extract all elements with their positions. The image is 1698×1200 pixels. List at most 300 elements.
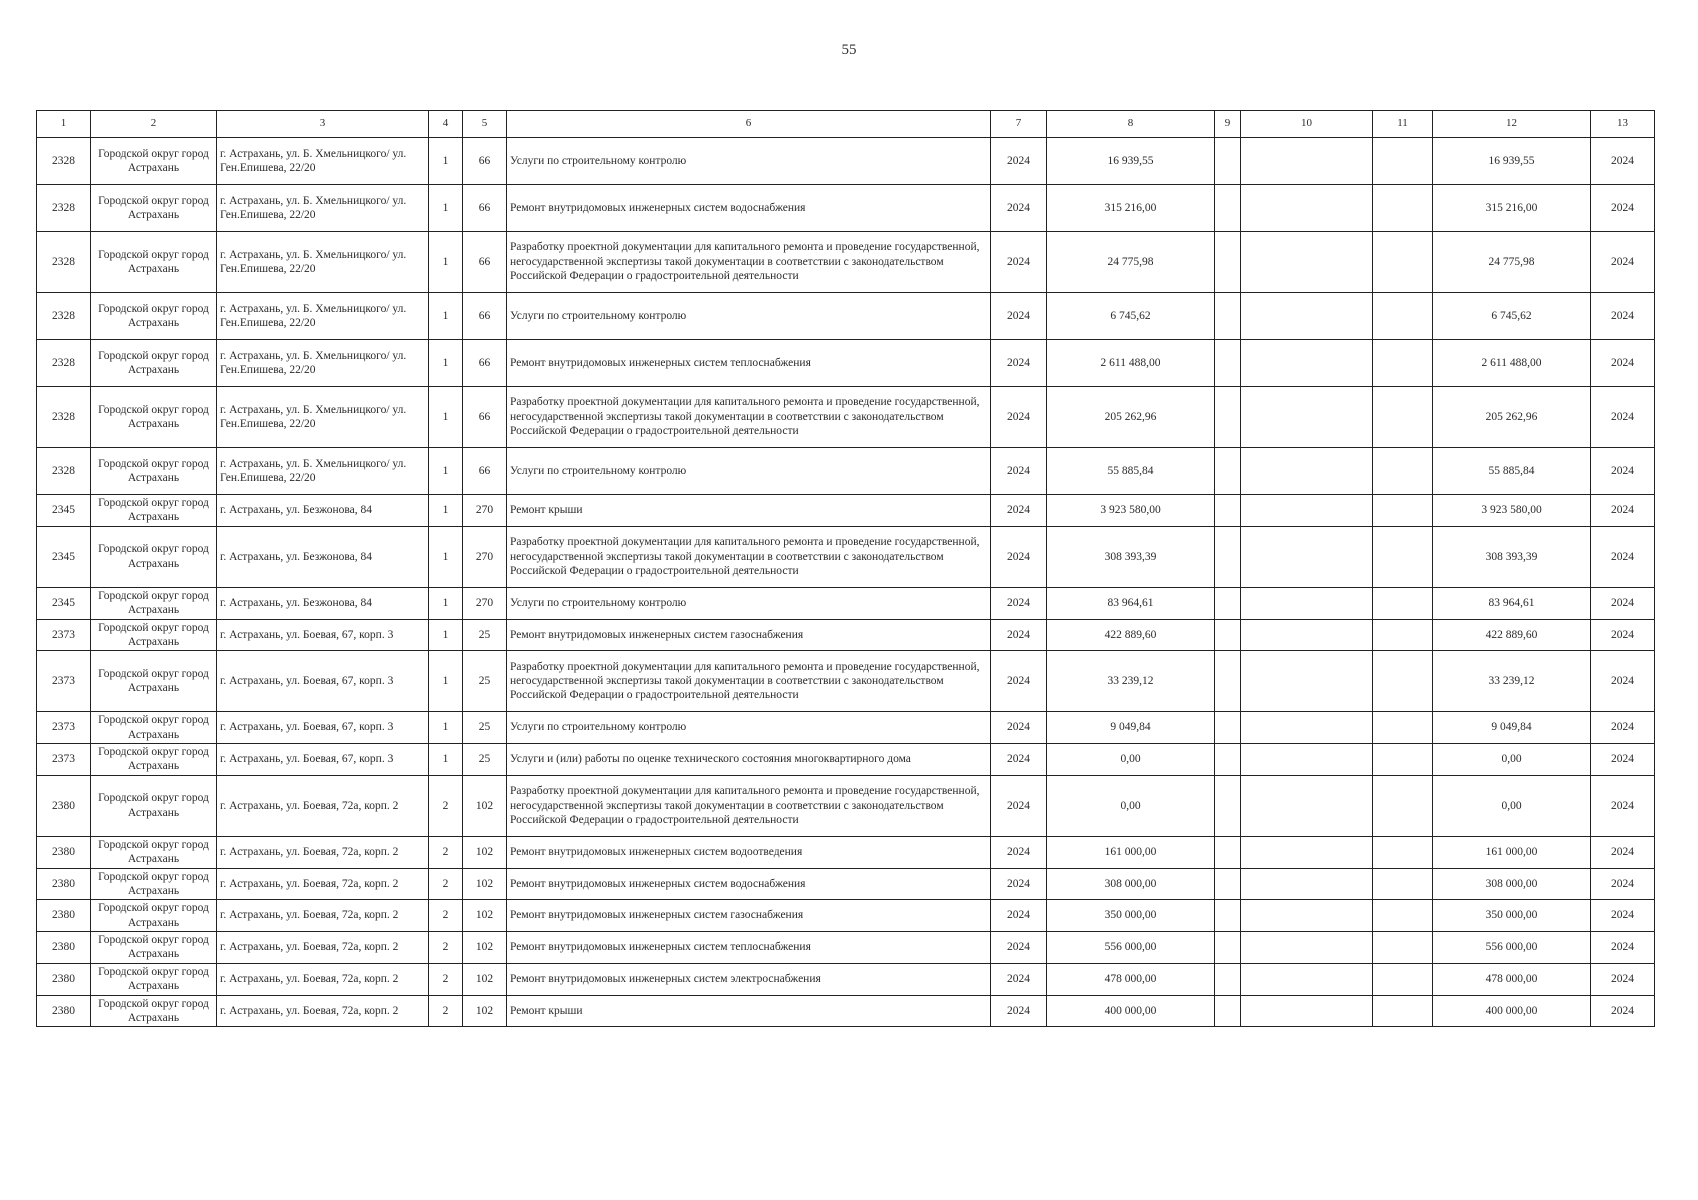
cell-municipality: Городской округ город Астрахань [91, 619, 217, 651]
cell-work-type: Ремонт внутридомовых инженерных систем теплоснабжения [507, 932, 991, 964]
cell-row-id: 2373 [37, 744, 91, 776]
cell-year: 2024 [991, 619, 1047, 651]
table-row [37, 900, 1655, 932]
table-row [37, 185, 1655, 232]
table-row [37, 619, 1655, 651]
table-row [37, 932, 1655, 964]
cell-work-type: Услуги и (или) работы по оценке технического состояния многоквартирного дома [507, 744, 991, 776]
cell-year: 2024 [991, 932, 1047, 964]
cell-address: г. Астрахань, ул. Боевая, 67, корп. 3 [217, 712, 429, 744]
cell-municipality: Городской округ город Астрахань [91, 868, 217, 900]
cell-col-11 [1373, 932, 1433, 964]
cell-col-11 [1373, 900, 1433, 932]
column-header-10: 10 [1241, 111, 1373, 138]
cell-col-11 [1373, 495, 1433, 527]
cell-col-5: 66 [463, 340, 507, 387]
cell-row-id: 2328 [37, 185, 91, 232]
cell-row-id: 2380 [37, 836, 91, 868]
cell-cost-total: 422 889,60 [1047, 619, 1215, 651]
cell-col-9 [1215, 932, 1241, 964]
cell-cost-funding: 422 889,60 [1433, 619, 1591, 651]
cell-municipality: Городской округ город Астрахань [91, 836, 217, 868]
cell-cost-funding: 83 964,61 [1433, 587, 1591, 619]
cell-col-11 [1373, 775, 1433, 836]
cell-year: 2024 [991, 868, 1047, 900]
table-row [37, 293, 1655, 340]
cell-row-id: 2328 [37, 448, 91, 495]
cell-address: г. Астрахань, ул. Боевая, 72а, корп. 2 [217, 995, 429, 1027]
cell-year-end: 2024 [1591, 744, 1655, 776]
cell-work-type: Ремонт крыши [507, 495, 991, 527]
cell-row-id: 2373 [37, 712, 91, 744]
cell-col-10 [1241, 868, 1373, 900]
cell-row-id: 2373 [37, 619, 91, 651]
cell-municipality: Городской округ город Астрахань [91, 712, 217, 744]
cell-year-end: 2024 [1591, 651, 1655, 712]
table-row [37, 526, 1655, 587]
cell-col-10 [1241, 932, 1373, 964]
cell-year: 2024 [991, 185, 1047, 232]
cell-cost-funding: 478 000,00 [1433, 963, 1591, 995]
cell-row-id: 2380 [37, 963, 91, 995]
cell-row-id: 2345 [37, 526, 91, 587]
cell-year-end: 2024 [1591, 900, 1655, 932]
cell-address: г. Астрахань, ул. Боевая, 72а, корп. 2 [217, 900, 429, 932]
cell-col-4: 1 [429, 448, 463, 495]
cell-col-4: 1 [429, 387, 463, 448]
cell-work-type: Ремонт внутридомовых инженерных систем газоснабжения [507, 900, 991, 932]
cell-col-10 [1241, 900, 1373, 932]
cell-col-4: 2 [429, 963, 463, 995]
cell-col-11 [1373, 995, 1433, 1027]
cell-address: г. Астрахань, ул. Б. Хмельницкого/ ул. Ген.Епишева, 22/20 [217, 340, 429, 387]
cell-col-4: 1 [429, 587, 463, 619]
cell-year: 2024 [991, 387, 1047, 448]
cell-year-end: 2024 [1591, 932, 1655, 964]
cell-col-10 [1241, 138, 1373, 185]
table-row [37, 868, 1655, 900]
cell-cost-total: 556 000,00 [1047, 932, 1215, 964]
cell-cost-total: 478 000,00 [1047, 963, 1215, 995]
cell-col-5: 25 [463, 619, 507, 651]
cell-year-end: 2024 [1591, 995, 1655, 1027]
cell-cost-total: 350 000,00 [1047, 900, 1215, 932]
table-body [37, 138, 1655, 1027]
cell-cost-funding: 9 049,84 [1433, 712, 1591, 744]
table-row [37, 138, 1655, 185]
cell-year-end: 2024 [1591, 963, 1655, 995]
cell-cost-funding: 161 000,00 [1433, 836, 1591, 868]
cell-work-type: Ремонт крыши [507, 995, 991, 1027]
cell-year-end: 2024 [1591, 495, 1655, 527]
cell-col-9 [1215, 587, 1241, 619]
cell-year-end: 2024 [1591, 775, 1655, 836]
cell-address: г. Астрахань, ул. Боевая, 72а, корп. 2 [217, 963, 429, 995]
cell-row-id: 2328 [37, 293, 91, 340]
cell-col-10 [1241, 651, 1373, 712]
cell-col-5: 66 [463, 232, 507, 293]
cell-cost-total: 0,00 [1047, 775, 1215, 836]
cell-col-5: 102 [463, 963, 507, 995]
cell-work-type: Разработку проектной документации для капитального ремонта и проведение государственной, негосударственной экспертизы такой документации в соответствии с законодательством Российской Федерации о градостроительной деятельности [507, 526, 991, 587]
cell-col-10 [1241, 836, 1373, 868]
cell-work-type: Ремонт внутридомовых инженерных систем газоснабжения [507, 619, 991, 651]
cell-address: г. Астрахань, ул. Б. Хмельницкого/ ул. Ген.Епишева, 22/20 [217, 232, 429, 293]
cell-col-5: 102 [463, 836, 507, 868]
cell-work-type: Услуги по строительному контролю [507, 448, 991, 495]
cell-col-4: 2 [429, 900, 463, 932]
cell-municipality: Городской округ город Астрахань [91, 340, 217, 387]
cell-col-11 [1373, 387, 1433, 448]
cell-cost-total: 33 239,12 [1047, 651, 1215, 712]
cell-col-10 [1241, 340, 1373, 387]
cell-cost-funding: 315 216,00 [1433, 185, 1591, 232]
cell-col-10 [1241, 775, 1373, 836]
cell-col-11 [1373, 232, 1433, 293]
cell-municipality: Городской округ город Астрахань [91, 587, 217, 619]
cell-col-4: 1 [429, 744, 463, 776]
cell-col-11 [1373, 138, 1433, 185]
cell-cost-total: 308 393,39 [1047, 526, 1215, 587]
cell-cost-funding: 6 745,62 [1433, 293, 1591, 340]
cell-row-id: 2373 [37, 651, 91, 712]
cell-work-type: Разработку проектной документации для капитального ремонта и проведение государственной, негосударственной экспертизы такой документации в соответствии с законодательством Российской Федерации о градостроительной деятельности [507, 651, 991, 712]
cell-municipality: Городской округ город Астрахань [91, 995, 217, 1027]
cell-col-10 [1241, 448, 1373, 495]
cell-work-type: Ремонт внутридомовых инженерных систем теплоснабжения [507, 340, 991, 387]
cell-work-type: Ремонт внутридомовых инженерных систем электроснабжения [507, 963, 991, 995]
cell-municipality: Городской округ город Астрахань [91, 526, 217, 587]
cell-col-5: 66 [463, 138, 507, 185]
cell-year-end: 2024 [1591, 712, 1655, 744]
cell-col-11 [1373, 963, 1433, 995]
cell-cost-total: 24 775,98 [1047, 232, 1215, 293]
cell-cost-total: 315 216,00 [1047, 185, 1215, 232]
cell-col-9 [1215, 495, 1241, 527]
table-row [37, 836, 1655, 868]
cell-col-9 [1215, 448, 1241, 495]
table-row [37, 712, 1655, 744]
cell-col-10 [1241, 387, 1373, 448]
cell-col-5: 66 [463, 448, 507, 495]
table-row [37, 340, 1655, 387]
cell-municipality: Городской округ город Астрахань [91, 293, 217, 340]
cell-col-10 [1241, 495, 1373, 527]
cell-col-9 [1215, 900, 1241, 932]
cell-col-4: 2 [429, 932, 463, 964]
cell-row-id: 2380 [37, 932, 91, 964]
cell-address: г. Астрахань, ул. Б. Хмельницкого/ ул. Ген.Епишева, 22/20 [217, 387, 429, 448]
cell-cost-funding: 16 939,55 [1433, 138, 1591, 185]
cell-row-id: 2380 [37, 775, 91, 836]
cell-col-4: 1 [429, 293, 463, 340]
cell-year-end: 2024 [1591, 587, 1655, 619]
cell-cost-total: 205 262,96 [1047, 387, 1215, 448]
cell-year: 2024 [991, 836, 1047, 868]
table-row [37, 651, 1655, 712]
cell-cost-funding: 400 000,00 [1433, 995, 1591, 1027]
cell-col-4: 1 [429, 495, 463, 527]
cell-municipality: Городской округ город Астрахань [91, 387, 217, 448]
cell-year: 2024 [991, 526, 1047, 587]
table-row [37, 963, 1655, 995]
cell-work-type: Разработку проектной документации для капитального ремонта и проведение государственной, негосударственной экспертизы такой документации в соответствии с законодательством Российской Федерации о градостроительной деятельности [507, 387, 991, 448]
cell-cost-funding: 0,00 [1433, 744, 1591, 776]
cell-col-10 [1241, 185, 1373, 232]
column-header-7: 7 [991, 111, 1047, 138]
cell-year-end: 2024 [1591, 138, 1655, 185]
column-header-12: 12 [1433, 111, 1591, 138]
cell-col-5: 66 [463, 185, 507, 232]
cell-address: г. Астрахань, ул. Боевая, 72а, корп. 2 [217, 932, 429, 964]
cell-row-id: 2380 [37, 868, 91, 900]
cell-year: 2024 [991, 448, 1047, 495]
cell-address: г. Астрахань, ул. Боевая, 67, корп. 3 [217, 651, 429, 712]
cell-address: г. Астрахань, ул. Б. Хмельницкого/ ул. Ген.Епишева, 22/20 [217, 138, 429, 185]
cell-col-9 [1215, 744, 1241, 776]
cell-col-11 [1373, 340, 1433, 387]
cell-year-end: 2024 [1591, 868, 1655, 900]
cell-col-9 [1215, 387, 1241, 448]
cell-col-10 [1241, 619, 1373, 651]
capital-repair-table [36, 110, 1655, 1027]
cell-municipality: Городской округ город Астрахань [91, 932, 217, 964]
column-header-2: 2 [91, 111, 217, 138]
cell-year: 2024 [991, 138, 1047, 185]
cell-col-9 [1215, 619, 1241, 651]
cell-address: г. Астрахань, ул. Безжонова, 84 [217, 526, 429, 587]
cell-work-type: Услуги по строительному контролю [507, 587, 991, 619]
column-header-4: 4 [429, 111, 463, 138]
column-header-5: 5 [463, 111, 507, 138]
cell-col-9 [1215, 836, 1241, 868]
cell-col-5: 66 [463, 387, 507, 448]
cell-year: 2024 [991, 651, 1047, 712]
column-header-13: 13 [1591, 111, 1655, 138]
cell-col-4: 1 [429, 651, 463, 712]
cell-municipality: Городской округ город Астрахань [91, 138, 217, 185]
cell-col-9 [1215, 232, 1241, 293]
cell-col-5: 25 [463, 651, 507, 712]
cell-year-end: 2024 [1591, 185, 1655, 232]
cell-address: г. Астрахань, ул. Безжонова, 84 [217, 587, 429, 619]
cell-col-5: 102 [463, 775, 507, 836]
cell-year-end: 2024 [1591, 836, 1655, 868]
cell-cost-funding: 55 885,84 [1433, 448, 1591, 495]
column-header-6: 6 [507, 111, 991, 138]
cell-year: 2024 [991, 900, 1047, 932]
column-header-8: 8 [1047, 111, 1215, 138]
cell-col-9 [1215, 340, 1241, 387]
cell-col-11 [1373, 712, 1433, 744]
cell-col-9 [1215, 775, 1241, 836]
cell-col-5: 66 [463, 293, 507, 340]
cell-municipality: Городской округ город Астрахань [91, 651, 217, 712]
cell-cost-funding: 24 775,98 [1433, 232, 1591, 293]
cell-col-4: 1 [429, 619, 463, 651]
cell-row-id: 2328 [37, 387, 91, 448]
cell-col-9 [1215, 526, 1241, 587]
cell-year: 2024 [991, 232, 1047, 293]
cell-col-9 [1215, 995, 1241, 1027]
cell-col-5: 102 [463, 932, 507, 964]
cell-col-4: 1 [429, 712, 463, 744]
cell-col-11 [1373, 448, 1433, 495]
cell-col-10 [1241, 526, 1373, 587]
cell-col-5: 25 [463, 744, 507, 776]
cell-year-end: 2024 [1591, 232, 1655, 293]
cell-col-11 [1373, 293, 1433, 340]
cell-row-id: 2328 [37, 232, 91, 293]
cell-address: г. Астрахань, ул. Б. Хмельницкого/ ул. Ген.Епишева, 22/20 [217, 185, 429, 232]
cell-col-10 [1241, 995, 1373, 1027]
cell-row-id: 2328 [37, 138, 91, 185]
cell-work-type: Ремонт внутридомовых инженерных систем водоотведения [507, 836, 991, 868]
table-row [37, 448, 1655, 495]
cell-address: г. Астрахань, ул. Б. Хмельницкого/ ул. Ген.Епишева, 22/20 [217, 448, 429, 495]
cell-municipality: Городской округ город Астрахань [91, 900, 217, 932]
cell-cost-total: 400 000,00 [1047, 995, 1215, 1027]
cell-cost-funding: 3 923 580,00 [1433, 495, 1591, 527]
cell-cost-funding: 205 262,96 [1433, 387, 1591, 448]
cell-cost-total: 2 611 488,00 [1047, 340, 1215, 387]
cell-address: г. Астрахань, ул. Боевая, 67, корп. 3 [217, 744, 429, 776]
cell-cost-funding: 350 000,00 [1433, 900, 1591, 932]
cell-col-10 [1241, 293, 1373, 340]
table-row [37, 775, 1655, 836]
column-header-3: 3 [217, 111, 429, 138]
column-header-11: 11 [1373, 111, 1433, 138]
cell-col-11 [1373, 185, 1433, 232]
cell-col-9 [1215, 651, 1241, 712]
cell-col-9 [1215, 963, 1241, 995]
cell-municipality: Городской округ город Астрахань [91, 744, 217, 776]
cell-row-id: 2380 [37, 995, 91, 1027]
table-row [37, 495, 1655, 527]
cell-work-type: Разработку проектной документации для капитального ремонта и проведение государственной, негосударственной экспертизы такой документации в соответствии с законодательством Российской Федерации о градостроительной деятельности [507, 232, 991, 293]
cell-year-end: 2024 [1591, 340, 1655, 387]
cell-col-11 [1373, 587, 1433, 619]
cell-col-4: 1 [429, 340, 463, 387]
cell-year: 2024 [991, 775, 1047, 836]
cell-year: 2024 [991, 495, 1047, 527]
cell-year: 2024 [991, 712, 1047, 744]
cell-col-5: 270 [463, 587, 507, 619]
column-header-1: 1 [37, 111, 91, 138]
cell-col-10 [1241, 587, 1373, 619]
cell-cost-funding: 2 611 488,00 [1433, 340, 1591, 387]
cell-col-4: 1 [429, 526, 463, 587]
cell-work-type: Услуги по строительному контролю [507, 293, 991, 340]
cell-col-11 [1373, 836, 1433, 868]
cell-year-end: 2024 [1591, 293, 1655, 340]
cell-col-4: 2 [429, 995, 463, 1027]
cell-address: г. Астрахань, ул. Боевая, 72а, корп. 2 [217, 775, 429, 836]
cell-col-11 [1373, 526, 1433, 587]
cell-row-id: 2345 [37, 495, 91, 527]
cell-year: 2024 [991, 995, 1047, 1027]
cell-col-9 [1215, 293, 1241, 340]
cell-row-id: 2328 [37, 340, 91, 387]
column-header-9: 9 [1215, 111, 1241, 138]
page-number: 55 [841, 42, 857, 58]
cell-col-4: 1 [429, 185, 463, 232]
cell-col-5: 102 [463, 995, 507, 1027]
cell-col-9 [1215, 712, 1241, 744]
cell-cost-funding: 0,00 [1433, 775, 1591, 836]
cell-cost-funding: 33 239,12 [1433, 651, 1591, 712]
cell-cost-total: 55 885,84 [1047, 448, 1215, 495]
cell-year: 2024 [991, 293, 1047, 340]
cell-cost-funding: 308 000,00 [1433, 868, 1591, 900]
cell-work-type: Услуги по строительному контролю [507, 138, 991, 185]
cell-cost-total: 0,00 [1047, 744, 1215, 776]
cell-col-4: 1 [429, 232, 463, 293]
cell-cost-total: 83 964,61 [1047, 587, 1215, 619]
cell-col-4: 2 [429, 775, 463, 836]
cell-address: г. Астрахань, ул. Боевая, 67, корп. 3 [217, 619, 429, 651]
cell-year: 2024 [991, 587, 1047, 619]
cell-year: 2024 [991, 340, 1047, 387]
cell-col-11 [1373, 744, 1433, 776]
cell-col-5: 102 [463, 868, 507, 900]
cell-col-11 [1373, 619, 1433, 651]
cell-col-5: 270 [463, 526, 507, 587]
cell-col-9 [1215, 138, 1241, 185]
cell-municipality: Городской округ город Астрахань [91, 232, 217, 293]
cell-cost-total: 308 000,00 [1047, 868, 1215, 900]
cell-col-9 [1215, 868, 1241, 900]
header-row [37, 111, 1655, 138]
cell-municipality: Городской округ город Астрахань [91, 495, 217, 527]
cell-address: г. Астрахань, ул. Безжонова, 84 [217, 495, 429, 527]
cell-col-5: 25 [463, 712, 507, 744]
cell-cost-funding: 308 393,39 [1433, 526, 1591, 587]
cell-municipality: Городской округ город Астрахань [91, 185, 217, 232]
cell-col-5: 270 [463, 495, 507, 527]
cell-cost-total: 9 049,84 [1047, 712, 1215, 744]
cell-address: г. Астрахань, ул. Боевая, 72а, корп. 2 [217, 868, 429, 900]
cell-municipality: Городской округ город Астрахань [91, 963, 217, 995]
cell-row-id: 2345 [37, 587, 91, 619]
table-row [37, 387, 1655, 448]
cell-municipality: Городской округ город Астрахань [91, 775, 217, 836]
cell-col-10 [1241, 232, 1373, 293]
cell-col-10 [1241, 712, 1373, 744]
cell-cost-funding: 556 000,00 [1433, 932, 1591, 964]
cell-col-11 [1373, 868, 1433, 900]
cell-cost-total: 6 745,62 [1047, 293, 1215, 340]
cell-col-4: 2 [429, 868, 463, 900]
cell-work-type: Ремонт внутридомовых инженерных систем водоснабжения [507, 185, 991, 232]
cell-col-11 [1373, 651, 1433, 712]
cell-col-9 [1215, 185, 1241, 232]
table-row [37, 232, 1655, 293]
cell-col-10 [1241, 963, 1373, 995]
cell-address: г. Астрахань, ул. Боевая, 72а, корп. 2 [217, 836, 429, 868]
cell-address: г. Астрахань, ул. Б. Хмельницкого/ ул. Ген.Епишева, 22/20 [217, 293, 429, 340]
cell-col-10 [1241, 744, 1373, 776]
cell-year: 2024 [991, 963, 1047, 995]
cell-col-5: 102 [463, 900, 507, 932]
cell-year-end: 2024 [1591, 387, 1655, 448]
cell-col-4: 1 [429, 138, 463, 185]
cell-year-end: 2024 [1591, 448, 1655, 495]
table-row [37, 995, 1655, 1027]
table-row [37, 744, 1655, 776]
table-row [37, 587, 1655, 619]
cell-year-end: 2024 [1591, 619, 1655, 651]
